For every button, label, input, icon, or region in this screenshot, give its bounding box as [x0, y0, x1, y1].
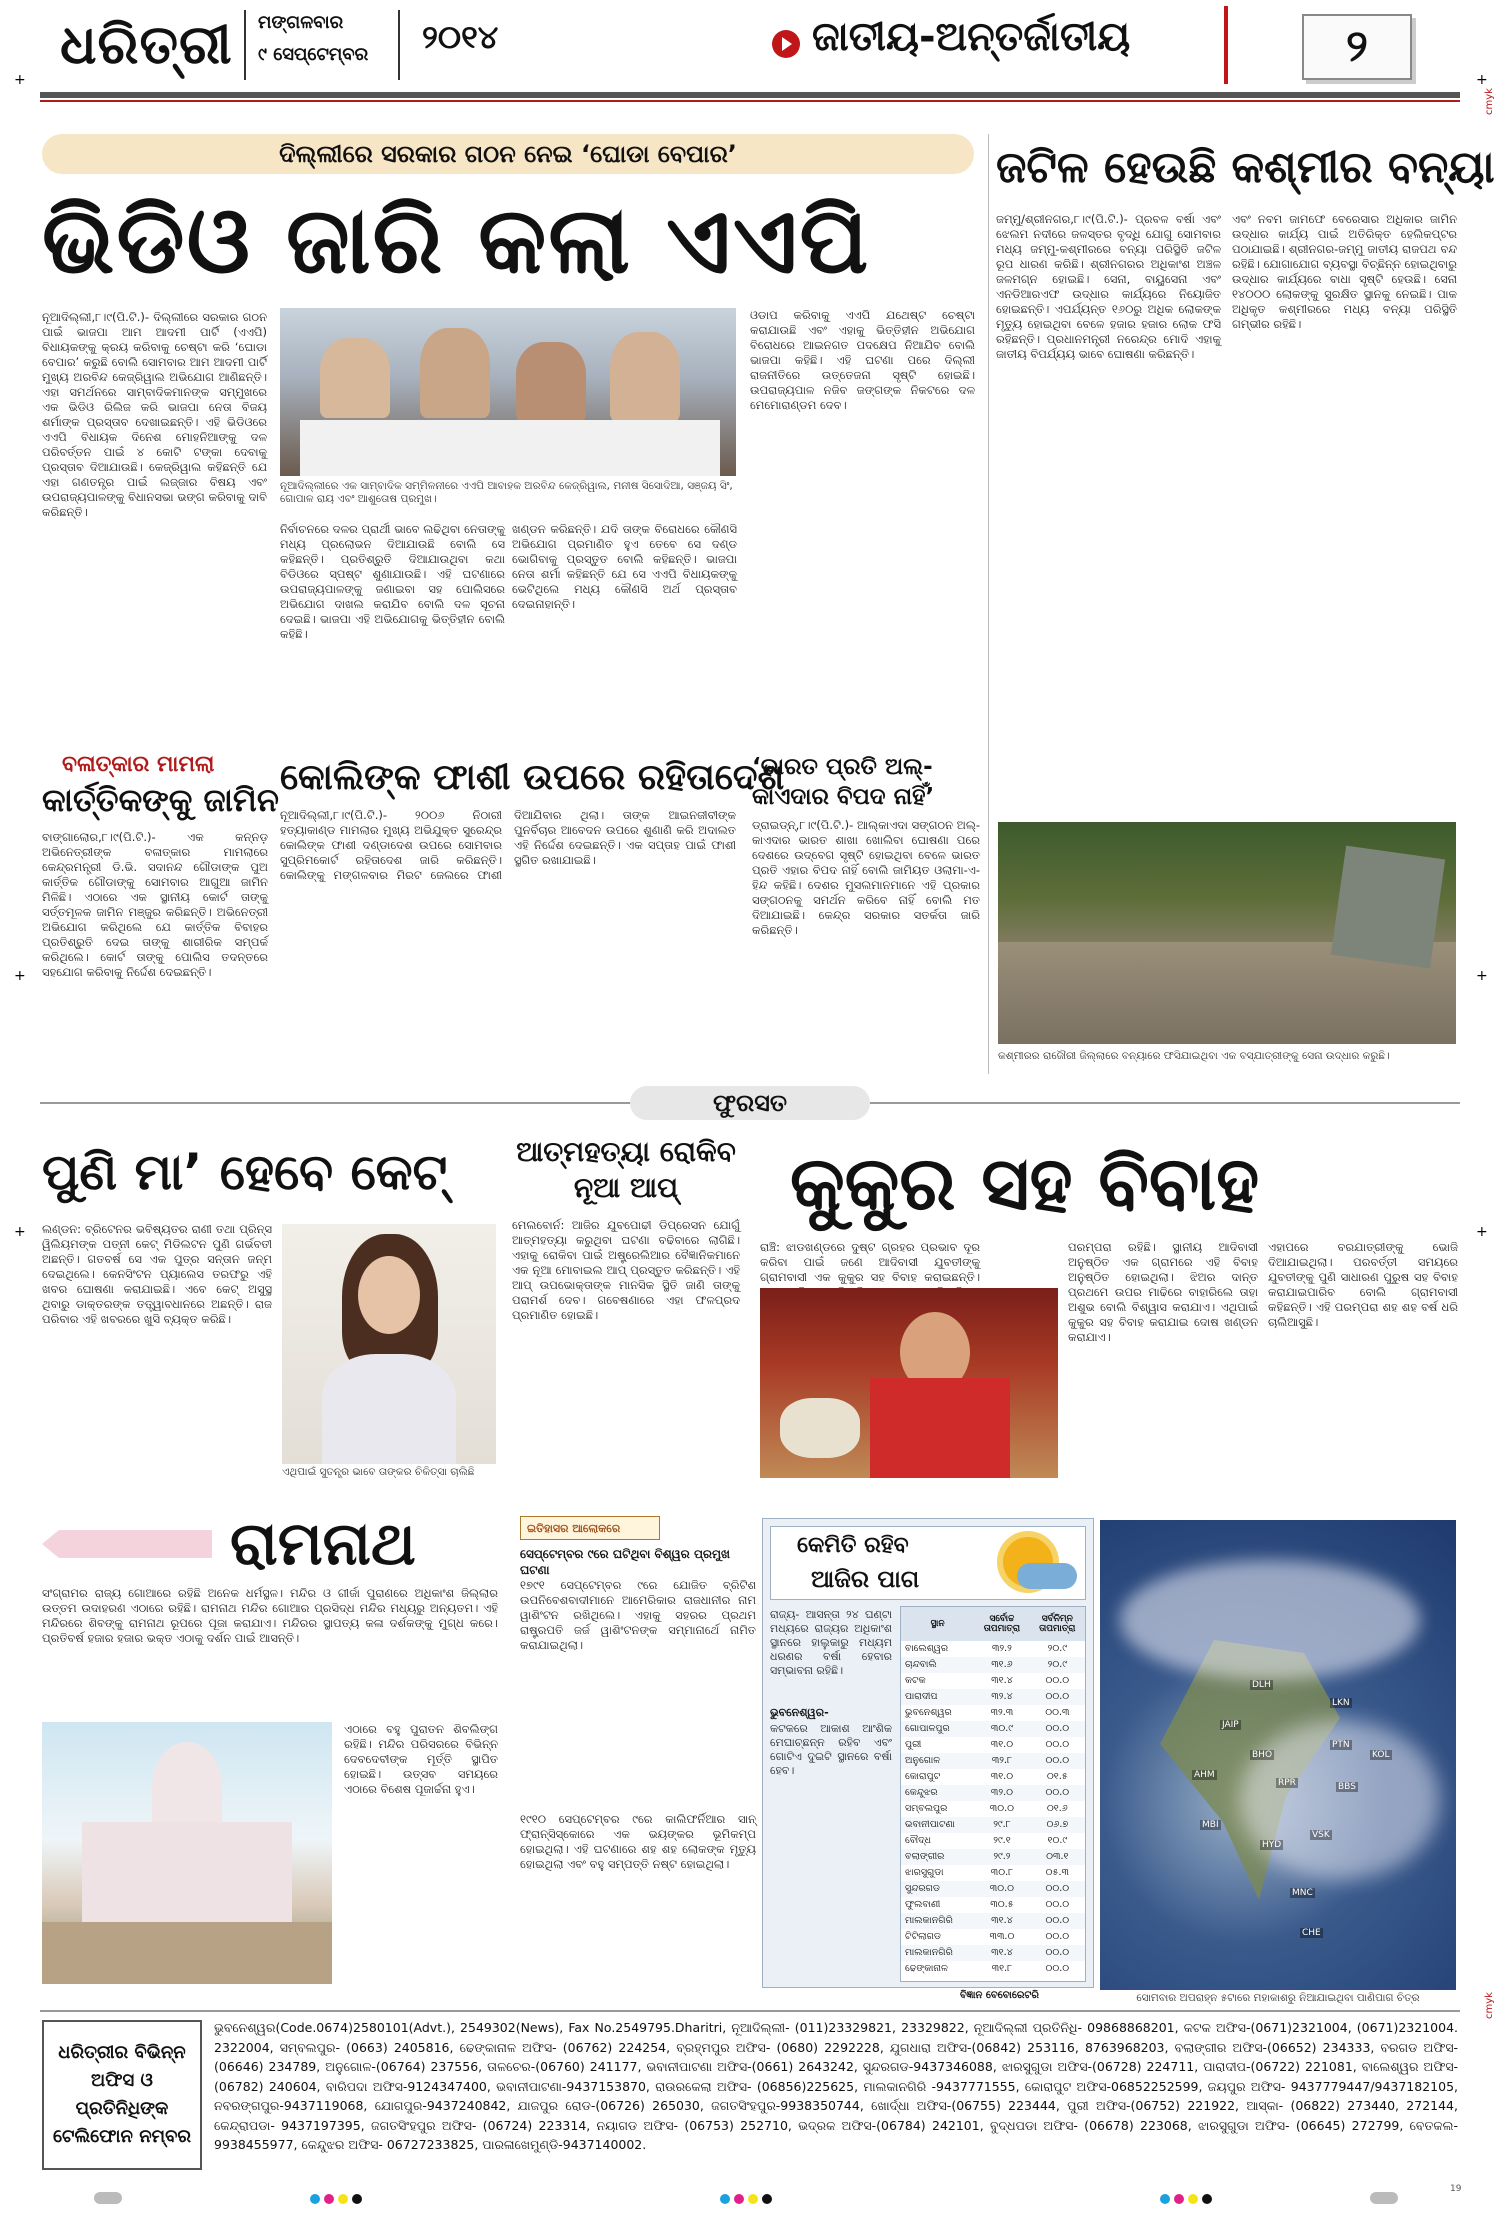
ramnath-temple-photo [42, 1722, 332, 1984]
weather-max: ୩୨.୮ [991, 1755, 1013, 1766]
cloud-icon [1017, 1563, 1077, 1589]
dog-col-1: ରାଞ୍ଚି: ଝାଡଖଣ୍ଡରେ ଦୁଷ୍ଟ ଗ୍ରହର ପ୍ରଭାବ ଦୂର କରିବା ପାଇଁ ଜଣେ ଆଦିବାସୀ ଯୁବତୀଙ୍କୁ ଗ୍ରାମବାସୀ ଏକ କୁକୁର ସହ ବିବାହ କରାଇଛନ୍ତି। [760, 1240, 980, 1284]
weather-city: ପୁରୀ [905, 1739, 922, 1750]
map-city-label: VSK [1312, 1830, 1330, 1840]
map-city-label: MNC [1292, 1888, 1313, 1898]
weather-city: ଟିଟିଲାଗଡ [905, 1931, 941, 1942]
weather-city: ମାଲକାନଗିରି [905, 1915, 953, 1926]
ramnath-header-bar [42, 1530, 212, 1558]
weather-min: ୦୬.୭ [1046, 1819, 1069, 1830]
fursat-banner [630, 1086, 870, 1120]
weather-min: ୦୧.୫ [1046, 1771, 1068, 1782]
offices-box-title: ଧରିତ୍ରୀର ବିଭିନ୍ନ ଅଫିସ ଓ ପ୍ରତିନିଧିଙ୍କ ଟେଲିଫୋନ ନମ୍ବର [52, 2042, 191, 2147]
weather-city: କଟକ [905, 1675, 926, 1686]
offices-box [42, 2020, 202, 2170]
weather-city: ଭୁବନେଶ୍ୱର [905, 1707, 952, 1718]
weather-min: ୦୦.୦ [1045, 1947, 1070, 1958]
weather-min: ୦୦.୦ [1045, 1723, 1070, 1734]
registration-mark-left-low: + [14, 1224, 26, 1240]
weather-title-2: ଆଜିର ପାଗ [811, 1565, 920, 1593]
map-city-label: JAIP [1222, 1720, 1239, 1730]
weather-city: ଚାନ୍ଦବାଲି [905, 1659, 937, 1670]
page-number: ୨ [1346, 21, 1368, 72]
masthead-year: ୨୦୧୪ [422, 18, 499, 56]
bullet-icon [772, 30, 800, 58]
map-city-label: BHO [1252, 1750, 1273, 1760]
masthead-divider-3 [1224, 6, 1228, 84]
weather-max: ୨୯.୧ [993, 1835, 1011, 1846]
weather-min: ୦୦.୦ [1045, 1755, 1070, 1766]
history-logo-text: ଇତିହାସର ଆଲୋକରେ [527, 1522, 621, 1535]
weather-rows [901, 1641, 1085, 1977]
dog-col-2: ପରମ୍ପରା ରହିଛି। ସ୍ଥାନୀୟ ଆଦିବାସୀ ଅନୁଷ୍ଠିତ ଏକ ଗ୍ରାମରେ ଏହି ବିବାହ ଅନୁଷ୍ଠିତ ହୋଇଥିଲା। ଝିଅର ଦାନ୍ତ ପ୍ରଥମେ ଉପର ମାଢିରେ ବାହାରିଲେ ତାହା ଅଶୁଭ ବୋଲି ବିଶ୍ୱାସ କରାଯାଏ। ଏଥିପାଇଁ କୁକୁର ସହ ବିବାହ କରାଯାଇ ଦୋଷ ଖଣ୍ଡନ କରାଯାଏ। [1068, 1240, 1258, 1344]
weather-row [901, 1897, 1085, 1913]
weather-max: ୩୨.୦ [990, 1787, 1013, 1798]
footer-page-code: 19 [1450, 2184, 1462, 2194]
weather-min: ୦୦.୦ [1045, 1931, 1070, 1942]
kashmir-photo-caption: କଶ୍ମୀରର ରାଜୌରୀ ଜିଲ୍ଲାରେ ବନ୍ୟାରେ ଫସିଯାଇଥିବା ଏକ ବସ୍‌ଯାତ୍ରୀଙ୍କୁ ସେନା ଉଦ୍ଧାର କରୁଛି। [998, 1050, 1390, 1062]
aap-headline: ଭିଡିଓ ଜାରି କଲା ଏଏପି [42, 187, 871, 294]
satellite-caption: ସୋମବାର ଅପରାହ୍ନ ୫ଟାରେ ମହାକାଶରୁ ନିଆଯାଇଥିବା ପାଣିପାଗ ଚିତ୍ର [1136, 1992, 1420, 2004]
weather-intro: ରାଜ୍ୟ- ଆସନ୍ତା ୨୪ ଘଣ୍ଟା ମଧ୍ୟରେ ରାଜ୍ୟର ଅଧିକାଂଶ ସ୍ଥାନରେ ହାଲୁକାରୁ ମଧ୍ୟମ ଧରଣର ବର୍ଷା ହେବାର ସମ୍ଭାବନା ରହିଛି। [770, 1608, 892, 1677]
registration-mark-right-low: + [1476, 1224, 1488, 1240]
map-city-label: PTN [1332, 1740, 1350, 1750]
weather-city: ମାଲକାନଗିରି [905, 1947, 953, 1958]
map-city-label: LKN [1332, 1698, 1350, 1708]
weather-col-min: ସର୍ବନିମ୍ନ ତାପମାତ୍ରା [1039, 1614, 1076, 1634]
ramnath-headline: ରାମନାଥ [230, 1509, 416, 1579]
weather-city: ସମ୍ବଲପୁର [905, 1803, 948, 1814]
masthead-divider-1 [244, 10, 246, 80]
masthead [32, 0, 1472, 100]
registration-mark-right-top: + [1476, 72, 1488, 88]
weather-max: ୩୧.୪ [991, 1675, 1013, 1686]
section-title: ଜାତୀୟ-ଅନ୍ତର୍ଜାତୀୟ [812, 14, 1131, 60]
weather-min: ୦୦.୦ [1045, 1675, 1070, 1686]
map-city-label: CHE [1302, 1928, 1321, 1938]
weather-city: ଗୋପାଳପୁର [905, 1723, 950, 1734]
dog-wedding-photo [760, 1288, 1058, 1478]
weather-table [900, 1606, 1086, 1982]
weather-city: ଢେଙ୍କାନାଳ [905, 1963, 948, 1974]
weather-col-max: ସର୍ବୋଚ୍ଚ ତାପମାତ୍ରା [983, 1614, 1021, 1634]
weather-max: ୩୧.୬ [991, 1659, 1013, 1670]
history-item-2: ୧୯୧୦ ସେପ୍ଟେମ୍ବର ୯ରେ କାଲିଫର୍ନିଆର ସାନ୍ ଫ୍ରାନ୍ସିସ୍କୋରେ ଏକ ଭୟଙ୍କର ଭୂମିକମ୍ପ ହୋଇଥିଲା। ଏହି ଘଟଣାରେ ଶହ ଶହ ଲୋକଙ୍କ ମୃତ୍ୟୁ ହୋଇଥିଲା ଏବଂ ବହୁ ସମ୍ପତ୍ତି ନଷ୍ଟ ହୋଇଥିଲା। [520, 1812, 756, 1871]
map-city-label: KOL [1372, 1750, 1390, 1760]
map-city-label: RPR [1278, 1778, 1296, 1788]
weather-min: ୦୦.୩ [1045, 1707, 1070, 1718]
alqaeda-body: ଡ୍ରାଇଡ୍‌ନ୍,୮।୯(ପି.ଟି.)- ଆଲ୍‌କାଏଦା ସଙ୍ଗଠନ ଅଲ୍-କାଏଦାର ଭାରତ ଶାଖା ଖୋଲିବା ଘୋଷଣା ପରେ ଦେଶରେ ଉଦ୍‌ବେଗ ସୃଷ୍ଟି ହୋଇଥିବା ବେଳେ ଭାରତ ପ୍ରତି ଏହାର ବିପଦ ନାହିଁ ବୋଲି ଜାମିୟତ ଓଲାମା-ଏ-ହିନ୍ଦ କହିଛି। ଦେଶର ମୁସଲମାନମାନେ ଏହି ପ୍ରକାର ସଙ୍ଗଠନକୁ ସମର୍ଥନ କରିବେ ନାହିଁ ବୋଲି ମତ ଦିଆଯାଇଛି। କେନ୍ଦ୍ର ସରକାର ସତର୍କତା ଜାରି କରିଛନ୍ତି। [752, 818, 980, 937]
weather-row [901, 1705, 1085, 1721]
history-title: ସେପ୍ଟେମ୍ବର ୯ରେ ଘଟିଥିବା ବିଶ୍ୱର ପ୍ରମୁଖ ଘଟଣା [520, 1547, 730, 1577]
weather-max: ୩୦.୯ [990, 1723, 1013, 1734]
cmyk-label-bottom: cmyk [1483, 1992, 1495, 2019]
rape-body: ବାଙ୍ଗାଲୋର,୮।୯(ପି.ଟି.)- ଏକ କନ୍ନଡ଼ ଅଭିନେତ୍ରୀଙ୍କ ବଳାତ୍କାର ମାମଲାରେ କେନ୍ଦ୍ରମନ୍ତ୍ରୀ ଡି.ଭି. ସଦାନନ୍ଦ ଗୌଡାଙ୍କ ପୁଅ କାର୍ତ୍ତିକ ଗୌଡାଙ୍କୁ ସୋମବାର ଆଗୁଆ ଜାମିନ ମିଳିଛି। ଏଠାରେ ଏକ ସ୍ଥାନୀୟ କୋର୍ଟ ତାଙ୍କୁ ସର୍ତ୍ତମୂଳକ ଜାମିନ ମଞ୍ଜୁର କରିଛନ୍ତି। ଅଭିନେତ୍ରୀ ଅଭିଯୋଗ କରିଥିଲେ ଯେ କାର୍ତ୍ତିକ ବିବାହର ପ୍ରତିଶ୍ରୁତି ଦେଇ ତାଙ୍କୁ ଶାରୀରିକ ସମ୍ପର୍କ କରିଥିଲେ। କୋର୍ଟ ତାଙ୍କୁ ପୋଲିସ ତଦନ୍ତରେ ସହଯୋଗ କରିବାକୁ ନିର୍ଦ୍ଦେଶ ଦେଇଛନ୍ତି। [42, 830, 268, 979]
weather-city: ସୁନ୍ଦରଗଡ [905, 1883, 940, 1894]
koli-headline: କୋଲିଙ୍କ ଫାଶୀ ଉପରେ ରହିତାଦେଶ [280, 757, 785, 798]
weather-max: ୩୦.୦ [989, 1803, 1015, 1814]
aap-photo-caption: ନୂଆଦିଲ୍ଲୀରେ ଏକ ସାମ୍ବାଦିକ ସମ୍ମିଳନୀରେ ଏଏପି ଆବାହକ ଅରବିନ୍ଦ କେଜ୍ରିୱାଲ, ମନୀଷ ସିସୋଦିଆ, ସଞ୍ଜୟ ସିଂ, ଗୋପାଳ ରାୟ ଏବଂ ଆଶୁତୋଷ ପ୍ରମୁଖ। [280, 480, 733, 505]
masthead-divider-2 [398, 10, 400, 80]
koli-body: ନୂଆଦିଲ୍ଲୀ,୮।୯(ପି.ଟି.)- ୨୦୦୬ ନିଠାରୀ ହତ୍ୟାକାଣ୍ଡ ମାମଲାର ମୁଖ୍ୟ ଅଭିଯୁକ୍ତ ସୁରେନ୍ଦ୍ର କୋଲିଙ୍କ ଫାଶୀ ଦଣ୍ଡାଦେଶ ଉପରେ ସୋମବାର ସୁପ୍ରିମକୋର୍ଟ ରହିତାଦେଶ ଜାରି କରିଛନ୍ତି। କୋଲିଙ୍କୁ ମଙ୍ଗଳବାର ମିରଟ ଜେଲରେ ଫାଶୀ ଦିଆଯିବାର ଥିଲା। ତାଙ୍କ ଆଇନଜୀବୀଙ୍କ ପୁନର୍ବିଚାର ଆବେଦନ ଉପରେ ଶୁଣାଣି କରି ଅଦାଲତ ଏହି ନିର୍ଦ୍ଦେଶ ଦେଇଛନ୍ତି। ଏକ ସପ୍ତାହ ପାଇଁ ଫାଶୀ ସ୍ଥଗିତ ରଖାଯାଇଛି। [280, 808, 736, 882]
weather-row [901, 1833, 1085, 1849]
weather-max: ୩୩.୦ [989, 1931, 1015, 1942]
weather-row [901, 1881, 1085, 1897]
map-city-label: BBS [1338, 1782, 1356, 1792]
weather-row [901, 1913, 1085, 1929]
weather-min: ୦୦.୦ [1045, 1739, 1070, 1750]
satellite-image [1100, 1520, 1456, 1990]
dog-headline: କୁକୁର ସହ ବିବାହ [790, 1141, 1260, 1227]
weather-min: ୦୦.୦ [1045, 1899, 1070, 1910]
masthead-date: ୯ ସେପ୍ଟେମ୍ବର [258, 44, 369, 65]
weather-row [901, 1817, 1085, 1833]
weather-row [901, 1929, 1085, 1945]
aap-col-2: ନିର୍ବାଚନରେ ଦଳର ପ୍ରାର୍ଥୀ ଭାବେ ଲଢିଥିବା ନେତାଙ୍କୁ ମଧ୍ୟ ପ୍ରଲୋଭନ ଦିଆଯାଉଛି ବୋଲି ସେ କହିଛନ୍ତି। ପ୍ରତିଶ୍ରୁତି ଦିଆଯାଉଥିବା କଥା ବିଡିଓରେ ସ୍ପଷ୍ଟ ଶୁଣାଯାଉଛି। ଏହି ଘଟଣାରେ ଉପରାଜ୍ୟପାଳଙ୍କୁ ଜଣାଇବା ସହ ପୋଲିସରେ ଅଭିଯୋଗ ଦାଖଲ କରାଯିବ ବୋଲି ଦଳ ସୂଚନା ଦେଇଛି। ଭାଜପା ଏହି ଅଭିଯୋଗକୁ ଭିତ୍ତିହୀନ ବୋଲି କହିଛି। [280, 522, 505, 641]
ramnath-body-2: ଏଠାରେ ବହୁ ପୁରାତନ ଶିବଲିଙ୍ଗ ରହିଛି। ମନ୍ଦିର ପରିସରରେ ବିଭିନ୍ନ ଦେବଦେବୀଙ୍କ ମୂର୍ତ୍ତି ସ୍ଥାପିତ ହୋଇଛି। ଉତ୍ସବ ସମୟରେ ଏଠାରେ ବିଶେଷ ପୂଜାର୍ଚ୍ଚନା ହୁଏ। [344, 1722, 498, 1796]
paper-logo: ଧରିତ୍ରୀ [60, 12, 233, 76]
weather-row [901, 1961, 1085, 1977]
weather-min: ୦୦.୦ [1045, 1915, 1070, 1926]
weather-row [901, 1689, 1085, 1705]
weather-min: ୦୩.୧ [1046, 1851, 1069, 1862]
history-logo [520, 1516, 660, 1540]
weather-max: ୩୧.୪ [991, 1947, 1013, 1958]
aap-press-photo [280, 308, 736, 476]
weather-min: ୨୦.୯ [1047, 1643, 1067, 1654]
weather-department: ବିଜ୍ଞାନ ବେବୋରେଟରି [960, 1990, 1039, 2001]
weather-min: ୦୫.୩ [1045, 1867, 1069, 1878]
suicide-headline: ଆତ୍ମହତ୍ୟା ରୋକିବ ନୂଆ ଆପ୍ [516, 1135, 736, 1204]
map-city-label: DLH [1252, 1680, 1271, 1690]
weather-max: ୩୨.୩ [990, 1707, 1014, 1718]
weather-min: ୦୦.୦ [1045, 1787, 1070, 1798]
weather-city: ଅନୁଗୋଳ [905, 1755, 941, 1766]
alqaeda-headline: ‘ଭାରତ ପ୍ରତି ଅଲ୍-କାଏଦାର ବିପଦ ନାହିଁ’ [752, 754, 935, 810]
weather-city: କୋରାପୁଟ [905, 1771, 941, 1782]
weather-min: ୨୦.୯ [1047, 1659, 1067, 1670]
map-city-label: MBI [1202, 1820, 1219, 1830]
weather-max: ୩୦.୦ [989, 1883, 1015, 1894]
weather-min: ୦୦.୦ [1045, 1883, 1070, 1894]
weather-max: ୩୧.୦ [990, 1771, 1014, 1782]
weather-min: ୧୦.୯ [1047, 1835, 1068, 1846]
offices-rule [40, 2010, 1460, 2012]
weather-max: ୨୯.୮ [993, 1819, 1011, 1830]
cmyk-label-top: cmyk [1483, 88, 1495, 115]
kate-photo-caption: ଏଥିପାଇଁ ସୁତନ୍ତ୍ର ଭାବେ ତାଙ୍କର ଚିକିତ୍ସା ଚାଲିଛି [282, 1466, 475, 1478]
aap-kicker [42, 134, 974, 174]
page-number-box [1302, 14, 1412, 80]
weather-col-city: ସ୍ଥାନ [930, 1619, 945, 1629]
weather-row [901, 1769, 1085, 1785]
dog-col-3: ଏହାପରେ ବରଯାତ୍ରୀଙ୍କୁ ଭୋଜି ଦିଆଯାଇଥିଲା। ପରବର୍ତ୍ତୀ ସମୟରେ ଯୁବତୀଙ୍କୁ ପୁଣି ସାଧାରଣ ପୁରୁଷ ସହ ବିବାହ କରାଯାଇପାରିବ ବୋଲି ଗ୍ରାମବାସୀ କହିଛନ୍ତି। ଏହି ପରମ୍ପରା ଶହ ଶହ ବର୍ଷ ଧରି ଚାଲିଆସୁଛି। [1268, 1240, 1458, 1329]
kashmir-col-2: ଏବଂ ନବମ ଜାମଫେ ବେରେସାର ଅଧିକାର ଜାମିନ ଉଦ୍ଧାର କାର୍ଯ୍ୟ ପାଇଁ ଅତିରିକ୍ତ ହେଲିକପ୍ଟର ପଠାଯାଇଛି। ଶ୍ରୀନଗର-ଜମ୍ମୁ ଜାତୀୟ ରାଜପଥ ବନ୍ଦ ରହିଛି। ଯୋଗାଯୋଗ ବ୍ୟବସ୍ଥା ବିଚ୍ଛିନ୍ନ ହୋଇଥିବାରୁ ଉଦ୍ଧାର କାର୍ଯ୍ୟରେ ବାଧା ସୃଷ୍ଟି ହେଉଛି। ସେନା ୧୪୦୦୦ ଲୋକଙ୍କୁ ସୁରକ୍ଷିତ ସ୍ଥାନକୁ ନେଇଛି। ପାକ ଅଧିକୃତ କଶ୍ମୀରରେ ମଧ୍ୟ ବନ୍ୟା ପରିସ୍ଥିତି ଗମ୍ଭୀର ରହିଛି। [1232, 212, 1457, 331]
weather-bbsr: କଟକରେ ଆକାଶ ଆଂଶିକ ମେଘାଚ୍ଛନ୍ନ ରହିବ ଏବଂ ଗୋଟିଏ ଦୁଇଟି ସ୍ଥାନରେ ବର୍ଷା ହେବ। [770, 1722, 892, 1777]
weather-min: ୦୦.୦ [1045, 1691, 1070, 1702]
weather-city: ଝାରସୁଗୁଡା [905, 1867, 944, 1878]
print-strip [60, 2192, 1440, 2206]
offices-text: ଭୁବନେଶ୍ୱର(Code.0674)2580101(Advt.), 2549302(News), Fax No.2549795.Dharitri, ନୂଆଦିଲ୍ଲୀ- (011)23329821, 23329822, ନୂଆଦିଲ୍ଲୀ ପ୍ରତିନିଧି- 09868868201, କଟକ ଅଫିସ-(0671)2321004, (0671)2321004. 2322004, ସମ୍ବଲପୁର- (0663) 2405816, ଢେଙ୍କାନାଳ ଅଫିସ- (06762) 224254, ବ୍ରହ୍ମପୁର ଅଫିସ- (0680) 2292228, ଯୁଗଧାରା ଅଫିସ-(06842) 253116, 8763968203, ବଲାଙ୍ଗୀର ଅଫିସ-(06652) 234333, ବରଗଡ ଅଫିସ- (06646) 234789, ଅନୁଗୋଳ-(06764) 237556, ତାଳଚେର-(06760) 241177, ଭବାନୀପାଟଣା ଅଫିସ-(0661) 2643242, ସୁନ୍ଦରଗଡ-9437346088, ଝାରସୁଗୁଡା ଅଫିସ-(06728) 224711, ପାରାଦୀପ-(06722) 221081, ବାଲେଶ୍ୱର ଅଫିସ-(06782) 240604, ବାରିପଦା ଅଫିସ-9124347400, ଭବାନୀପାଟଣା-9437153870, ରାଉରକେଲା ଅଫିସ- (06856)225625, ମାଲକାନଗିରି -9437771555, କୋରାପୁଟ ଅଫିସ-06852252599, ଜୟପୁର ଅଫିସ- 9437779447/9437182105, ନବରଙ୍ଗପୁର-9437119068, ଯୋଗପୁର-9437240842, ଯାଜପୁର ରୋଡ-(06726) 265030, ଜଗତସିଂହପୁର-9938350744, ଖୋର୍ଦ୍ଧା ଅଫିସ-(06755) 223444, ପୁରୀ ଅଫିସ-(06752) 221922, ଆସ୍କା- (06822) 273440, 272144, କେନ୍ଦ୍ରାପଡା- 9437197395, ଜଗତସିଂହପୁର ଅଫିସ- (06724) 223314, ନୟାଗଡ ଅଫିସ- (06753) 252710, ଭଦ୍ରକ ଅଫିସ-(06784) 242101, ବୁଦ୍ଧପଡା ଅଫିସ- (06678) 223068, ଝାରସୁଗୁଡା ଅଫିସ- (06645) 272799, ବେତକଲ- 9938455977, କେନ୍ଦୁଝର ଅଫିସ- 06727233825, ପାରଳାଖେମୁଣ୍ଡି-9437140002. [214, 2020, 1458, 2152]
weather-max: ୩୧.୦ [990, 1739, 1014, 1750]
weather-city: ଫୁଲବାଣୀ [905, 1899, 941, 1910]
weather-row [901, 1945, 1085, 1961]
map-city-label: AHM [1194, 1770, 1215, 1780]
weather-row [901, 1657, 1085, 1673]
weather-title-box [770, 1526, 1086, 1600]
column-rule-1 [988, 134, 989, 1074]
weather-row [901, 1801, 1085, 1817]
masthead-day: ମଙ୍ଗଳବାର [258, 12, 344, 33]
map-city-label: HYD [1262, 1840, 1282, 1850]
suicide-body: ମେଲବୋର୍ନ: ଆଜିର ଯୁବପୋଢୀ ଡିପ୍ରେସନ ଯୋଗୁଁ ଆତ୍ମହତ୍ୟା କରୁଥିବା ଘଟଣା ବଢିବାରେ ଲାଗିଛି। ଏହାକୁ ରୋକିବା ପାଇଁ ଅଷ୍ଟ୍ରେଲିଆର ବୈଜ୍ଞାନିକମାନେ ଏକ ନୂଆ ମୋବାଇଲ ଆପ୍ ପ୍ରସ୍ତୁତ କରିଛନ୍ତି। ଏହି ଆପ୍ ଉପଭୋକ୍ତାଙ୍କ ମାନସିକ ସ୍ଥିତି ଜାଣି ତାଙ୍କୁ ପରାମର୍ଶ ଦେବ। ଗବେଷଣାରେ ଏହା ଫଳପ୍ରଦ ପ୍ରମାଣିତ ହୋଇଛି। [512, 1218, 740, 1322]
weather-max: ୩୨.୨ [991, 1643, 1012, 1654]
kashmir-col-1: ଜମ୍ମୁ/ଶ୍ରୀନଗର,୮।୯(ପି.ଟି.)- ପ୍ରବଳ ବର୍ଷା ଏବଂ ଝେଲମ ନଦୀରେ ଜଳସ୍ତର ବୃଦ୍ଧି ଯୋଗୁ ସୋମବାର ମଧ୍ୟ ଜମ୍ମୁ-କଶ୍ମୀରରେ ବନ୍ୟା ପରିସ୍ଥିତି ଜଟିଳ ରୂପ ଧାରଣ କରିଛି। ଶ୍ରୀନଗରର ଅଧିକାଂଶ ଅଞ୍ଚଳ ଜଳମଗ୍ନ ହୋଇଛି। ସେନା, ବାୟୁସେନା ଏବଂ ଏନଡିଆରଏଫ ଉଦ୍ଧାର କାର୍ଯ୍ୟରେ ନିୟୋଜିତ ହୋଇଛନ୍ତି। ଏପର୍ଯ୍ୟନ୍ତ ୧୬୦ରୁ ଅଧିକ ଲୋକଙ୍କ ମୃତ୍ୟୁ ହୋଇଥିବା ବେଳେ ହଜାର ହଜାର ଲୋକ ଫସି ରହିଛନ୍ତି। ପ୍ରଧାନମନ୍ତ୍ରୀ ନରେନ୍ଦ୍ର ମୋଦି ଏହାକୁ ଜାତୀୟ ବିପର୍ଯ୍ୟୟ ଭାବେ ଘୋଷଣା କରିଛନ୍ତି। [996, 212, 1221, 361]
weather-min: ୦୧.୬ [1046, 1803, 1068, 1814]
weather-max: ୩୧.୪ [991, 1915, 1013, 1926]
weather-title-1: କେମିତି ରହିବ [797, 1533, 909, 1558]
weather-city: ବାଲେଶ୍ୱର [905, 1643, 949, 1654]
weather-row [901, 1641, 1085, 1657]
weather-max: ୩୨.୪ [991, 1691, 1013, 1702]
kate-body: ଲଣ୍ଡନ: ବ୍ରିଟେନର ଭବିଷ୍ୟତର ରାଣୀ ତଥା ପ୍ରିନ୍ସ ୱିଲିୟମଙ୍କ ପତ୍ନୀ କେଟ୍ ମିଡିଲଟନ ପୁଣି ଗର୍ଭବତୀ ଅଛନ୍ତି। ଗତବର୍ଷ ସେ ଏକ ପୁତ୍ର ସନ୍ତାନ ଜନ୍ମ ଦେଇଥିଲେ। କେନସିଂଟନ ପ୍ୟାଲେସ ତରଫରୁ ଏହି ଖବର ଘୋଷଣା କରାଯାଇଛି। ଏବେ କେଟ୍ ଅସୁସ୍ଥ ଥିବାରୁ ଡାକ୍ତରଙ୍କ ତତ୍ତ୍ୱାବଧାନରେ ଅଛନ୍ତି। ରାଜ ପରିବାର ଏହି ଖବରରେ ଖୁସି ବ୍ୟକ୍ତ କରିଛି। [42, 1222, 272, 1326]
registration-mark-left-mid: + [14, 968, 26, 984]
weather-row [901, 1753, 1085, 1769]
weather-city: ଭବାନୀପାଟଣା [905, 1819, 955, 1830]
weather-city: କେନ୍ଦୁଝର [905, 1787, 938, 1798]
weather-max: ୩୧.୮ [991, 1963, 1013, 1974]
kashmir-headline: ଜଟିଳ ହେଉଛି କଶ୍ମୀର ବନ୍ୟା [996, 142, 1495, 193]
kashmir-flood-photo [998, 822, 1456, 1044]
rape-headline: କାର୍ତ୍ତିକଙ୍କୁ ଜାମିନ [42, 781, 279, 819]
masthead-rule-red [40, 100, 1460, 102]
weather-max: ୨୯.୨ [993, 1851, 1011, 1862]
kate-headline: ପୁଣି ମା’ ହେବେ କେଟ୍ [42, 1143, 448, 1201]
weather-city: ବଲାଙ୍ଗୀର [905, 1851, 945, 1862]
weather-max: ୩୦.୫ [990, 1899, 1014, 1910]
weather-bbsr-label: ଭୁବନେଶ୍ୱର- [770, 1706, 829, 1719]
masthead-rule [40, 92, 1460, 98]
fursat-banner-text: ଫୁରସତ [713, 1089, 787, 1117]
aap-col-4: ଓଡାପ କରିବାକୁ ଏଏପି ଯଥେଷ୍ଟ ଚେଷ୍ଟା କରାଯାଉଛି ଏବଂ ଏହାକୁ ଭିତ୍ତିହୀନ ଅଭିଯୋଗ ବିରୋଧରେ ଆଇନଗତ ପଦକ୍ଷେପ ନିଆଯିବ ବୋଲି ଭାଜପା କହିଛି। ଏହି ଘଟଣା ପରେ ଦିଲ୍ଲୀ ରାଜନୀତିରେ ଉତ୍ତେଜନା ସୃଷ୍ଟି ହୋଇଛି। ଉପରାଜ୍ୟପାଳ ନଜିବ ଜଙ୍ଗଙ୍କ ନିକଟରେ ଦଳ ମେମୋରାଣ୍ଡମ ଦେବ। [750, 308, 975, 412]
aap-col-1: ନୂଆଦିଲ୍ଲୀ,୮।୯(ପି.ଟି.)- ଦିଲ୍ଲୀରେ ସରକାର ଗଠନ ପାଇଁ ଭାଜପା ଆମ ଆଦମୀ ପାର୍ଟି (ଏଏପି) ବିଧାୟକଙ୍କୁ କ୍ରୟ କରିବାକୁ ଚେଷ୍ଟା କରି ‘ଘୋଡା ବେପାର’ କରୁଛି ବୋଲି ସୋମବାର ଆମ ଆଦମୀ ପାର୍ଟି ମୁଖ୍ୟ ଅରବିନ୍ଦ କେଜ୍ରିୱାଲ ଅଭିଯୋଗ ଆଣିଛନ୍ତି। ଏହା ସମର୍ଥନରେ ସାମ୍ବାଦିକମାନଙ୍କ ସମ୍ମୁଖରେ ଏକ ଭିଡିଓ ରିଲିଜ କରି ଭାଜପା ନେତା ବିଜୟ ଶର୍ମାଙ୍କ ପ୍ରସ୍ତାବ ଦେଖାଇଛନ୍ତି। ଏହି ଭିଡିଓରେ ଏଏପି ବିଧାୟକ ଦିନେଶ ମୋହନିଆଙ୍କୁ ଦଳ ପରିବର୍ତ୍ତନ ପାଇଁ ୪ କୋଟି ଟଙ୍କା ଦେବାକୁ ପ୍ରସ୍ତାବ ଦିଆଯାଉଛି। କେଜ୍ରିୱାଲ କହିଛନ୍ତି ଯେ ଏହା ଗଣତନ୍ତ୍ର ପାଇଁ ଲଜ୍ଜାର ବିଷୟ ଏବଂ ଉପରାଜ୍ୟପାଳଙ୍କୁ ବିଧାନସଭା ଭଙ୍ଗ କରିବାକୁ ଦାବି କରିଛନ୍ତି। [42, 310, 267, 519]
rape-kicker: ବଳାତ୍କାର ମାମଲା [62, 752, 215, 777]
weather-row [901, 1849, 1085, 1865]
weather-city: ପାରାଦୀପ [905, 1691, 938, 1702]
weather-row [901, 1785, 1085, 1801]
ramnath-body: ସଂଗ୍ରାମର ରାଜ୍ୟ ଗୋଆରେ ରହିଛି ଅନେକ ଧର୍ମସ୍ଥଳ। ମନ୍ଦିର ଓ ଗୀର୍ଜା ପୁରାଣରେ ଅଧିକାଂଶ ଜିଲ୍ଲାର ଉତ୍ତମ ଉଦାହରଣ ଏଠାରେ ରହିଛି। ରାମନାଥ ମନ୍ଦିର ଗୋଆର ପ୍ରସିଦ୍ଧ ମନ୍ଦିର ମଧ୍ୟରୁ ଅନ୍ୟତମ। ଏହି ମନ୍ଦିରରେ ଶିବଙ୍କୁ ରାମନାଥ ରୂପରେ ପୂଜା କରାଯାଏ। ମନ୍ଦିରର ସ୍ଥାପତ୍ୟ କଳା ଦର୍ଶକଙ୍କୁ ମୁଗ୍ଧ କରେ। ପ୍ରତିବର୍ଷ ହଜାର ହଜାର ଭକ୍ତ ଏଠାକୁ ଦର୍ଶନ ପାଇଁ ଆସନ୍ତି। [42, 1586, 498, 1645]
kate-photo [282, 1224, 496, 1464]
registration-mark-right-mid: + [1476, 968, 1488, 984]
weather-max: ୩୦.୮ [990, 1867, 1014, 1878]
weather-city: ବୌଦ୍ଧ [905, 1835, 932, 1846]
history-item-1: ୧୭୯୧ ସେପ୍ଟେମ୍ବର ୯ରେ ଯୋଜିତ ବ୍ରିଟିଶ ଉପନିବେଶବାଦୀମାନେ ଆମେରିକାର ରାଜଧାନୀର ନାମ ୱାଶିଂଟନ ରଖିଥିଲେ। ଏହାକୁ ସହରର ପ୍ରଥମ ରାଷ୍ଟ୍ରପତି ଜର୍ଜ ୱାଶିଂଟନଙ୍କ ସମ୍ମାନାର୍ଥେ ନାମିତ କରାଯାଇଥିଲା। [520, 1578, 756, 1652]
weather-row [901, 1673, 1085, 1689]
aap-kicker-text: ଦିଲ୍ଲୀରେ ସରକାର ଗଠନ ନେଇ ‘ଘୋଡା ବେପାର’ [279, 140, 737, 168]
weather-row [901, 1737, 1085, 1753]
weather-row [901, 1721, 1085, 1737]
weather-row [901, 1865, 1085, 1881]
registration-mark-left-top: + [14, 72, 26, 88]
aap-col-3: ଖଣ୍ଡନ କରିଛନ୍ତି। ଯଦି ତାଙ୍କ ବିରୋଧରେ କୌଣସି ଅଭିଯୋଗ ପ୍ରମାଣିତ ହୁଏ ତେବେ ସେ ଦଣ୍ଡ ଭୋଗିବାକୁ ପ୍ରସ୍ତୁତ ବୋଲି କହିଛନ୍ତି। ଭାଜପା ନେତା ଶର୍ମା କହିଛନ୍ତି ଯେ ସେ ଏଏପି ବିଧାୟକଙ୍କୁ ଭେଟିଥିଲେ ମଧ୍ୟ କୌଣସି ଅର୍ଥ ପ୍ରସ୍ତାବ ଦେଇନାହାନ୍ତି। [512, 522, 737, 611]
weather-min: ୦୦.୦ [1045, 1963, 1070, 1974]
